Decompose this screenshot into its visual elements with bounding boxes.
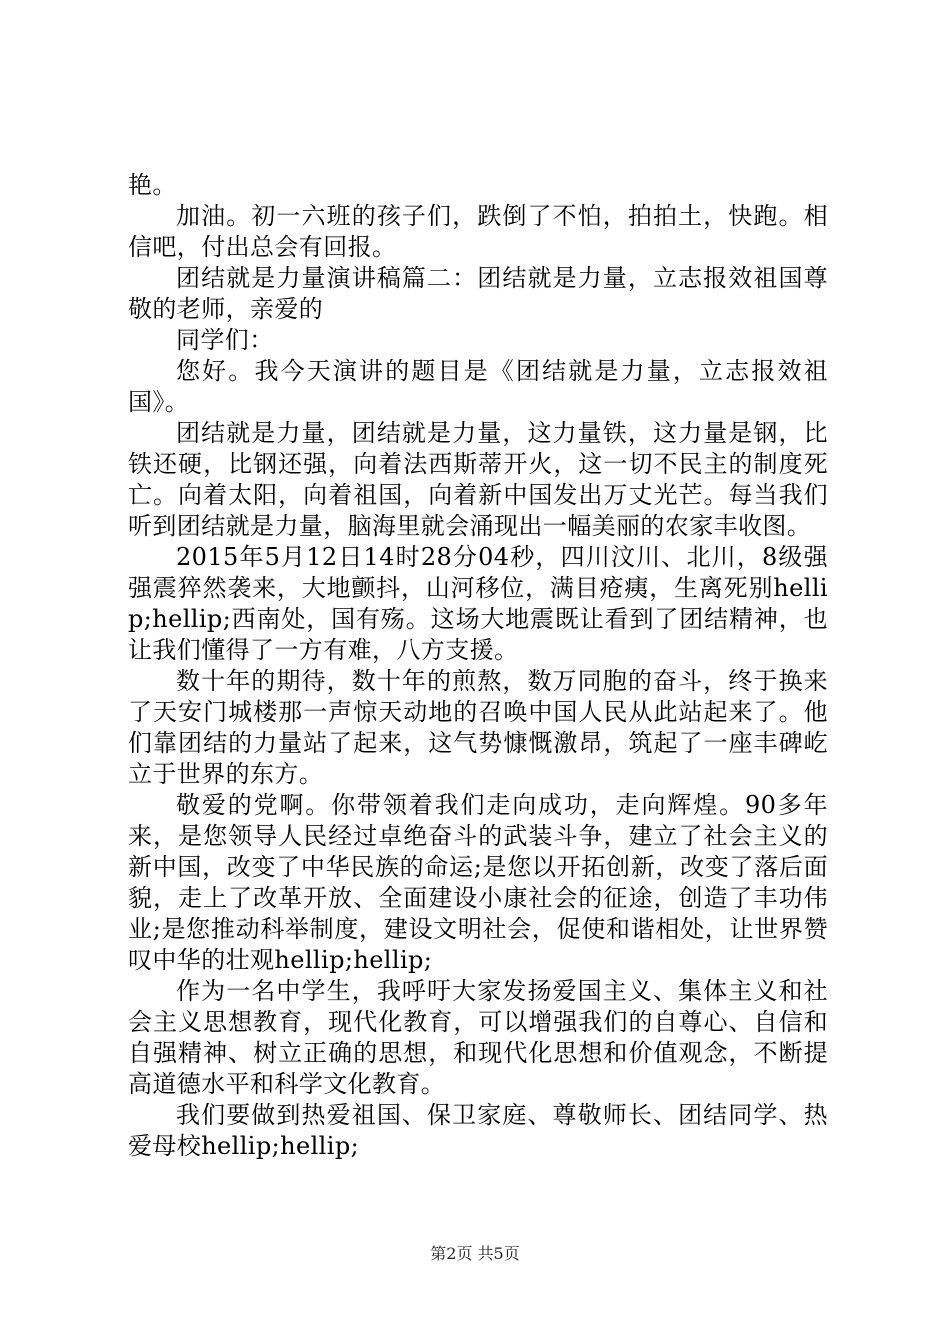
paragraph-2: 加油。初一六班的孩子们，跌倒了不怕，拍拍土，快跑。相信吧，付出总会有回报。 [128, 202, 828, 261]
paragraph-11: 我们要做到热爱祖国、保卫家庭、尊敬师长、团结同学、热爱母校hellip;hellip; [128, 1101, 828, 1160]
paragraph-10: 作为一名中学生，我呼吁大家发扬爱国主义、集体主义和社会主义思想教育，现代化教育，可以增强我们的自尊心、自信和自强精神、树立正确的思想，和现代化思想和价值观念，不断提高道德水平和科学文化教育。 [128, 977, 828, 1098]
paragraph-3: 团结就是力量演讲稿篇二：团结就是力量，立志报效祖国尊敬的老师，亲爱的 [128, 264, 828, 323]
page-number-footer: 第2页 共5页 [430, 1244, 520, 1263]
paragraph-7: 2015年5月12日14时28分04秒，四川汶川、北川，8级强强震猝然袭来，大地颤抖，山河移位，满目疮痍，生离死别hellip;hellip;西南处，国有殇。这场大地震既让看到了团结精神，也让我们懂得了一方有难，八方支援。 [128, 543, 828, 664]
document-body [128, 170, 828, 1162]
paragraph-9: 敬爱的党啊。你带领着我们走向成功，走向辉煌。90多年来，是您领导人民经过卓绝奋斗的武装斗争，建立了社会主义的新中国，改变了中华民族的命运;是您以开拓创新，改变了落后面貌，走上了改革开放、全面建设小康社会的征途，创造了丰功伟业;是您推动科举制度，建设文明社会，促使和谐相处，让世界赞叹中华的壮观hellip;hellip; [128, 791, 828, 974]
paragraph-1: 艳。 [128, 171, 177, 199]
paragraph-4: 同学们： [176, 326, 274, 354]
paragraph-8: 数十年的期待，数十年的煎熬，数万同胞的奋斗，终于换来了天安门城楼那一声惊天动地的召唤中国人民从此站起来了。他们靠团结的力量站了起来，这气势慷慨激昂，筑起了一座丰碑屹立于世界的东方。 [128, 667, 828, 788]
paragraph-6: 团结就是力量，团结就是力量，这力量铁，这力量是钢，比铁还硬，比钢还强，向着法西斯蒂开火，这一切不民主的制度死亡。向着太阳，向着祖国，向着新中国发出万丈光芒。每当我们听到团结就是力量，脑海里就会涌现出一幅美丽的农家丰收图。 [128, 419, 828, 540]
paragraph-5: 您好。我今天演讲的题目是《团结就是力量，立志报效祖国》。 [128, 357, 828, 416]
